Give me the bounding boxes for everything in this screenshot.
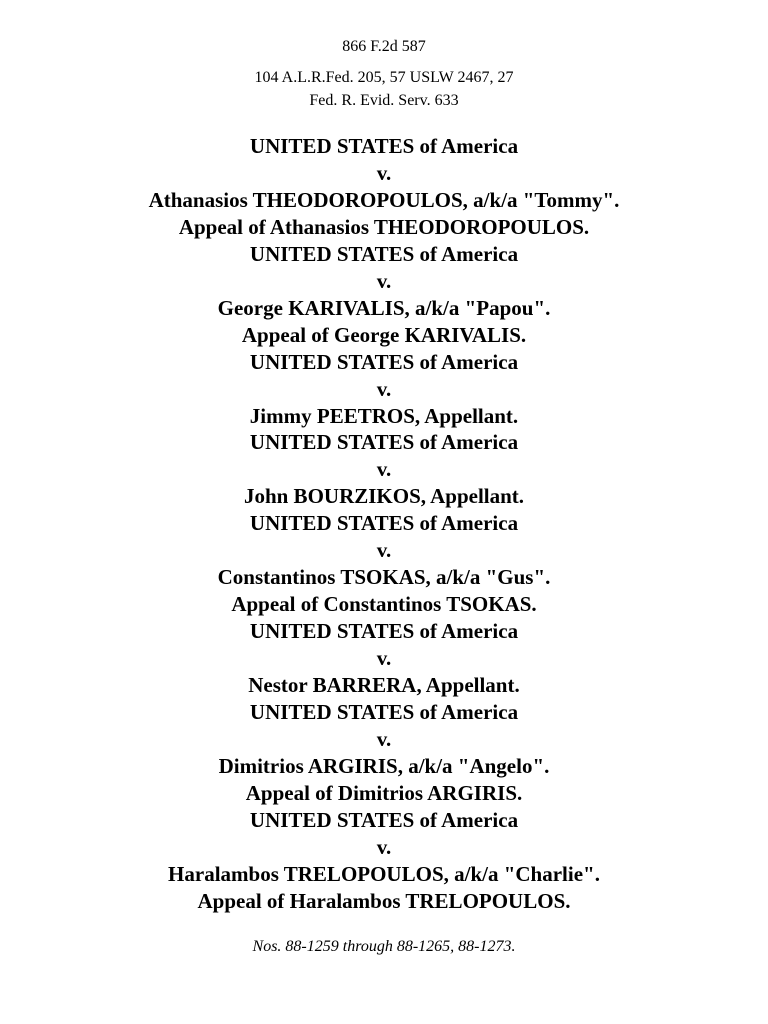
caption-line: Appeal of Constantinos TSOKAS. bbox=[231, 592, 537, 617]
caption-line: Appeal of Athanasios THEODOROPOULOS. bbox=[178, 214, 590, 239]
caption-line: Appeal of Haralambos TRELOPOULOS. bbox=[197, 888, 571, 913]
caption-line: George KARIVALIS, a/k/a "Papou". bbox=[217, 295, 551, 320]
docket-numbers: Nos. 88-1259 through 88-1265, 88-1273. bbox=[252, 938, 516, 955]
parallel-citation-line-2: Fed. R. Evid. Serv. 633 bbox=[309, 92, 459, 109]
caption-line: John BOURZIKOS, Appellant. bbox=[243, 484, 525, 509]
caption-line: v. bbox=[376, 646, 392, 671]
caption-line: UNITED STATES of America bbox=[249, 807, 519, 832]
caption-line: v. bbox=[376, 726, 392, 751]
caption-line: v. bbox=[376, 834, 392, 859]
caption-line: Nestor BARRERA, Appellant. bbox=[248, 673, 520, 698]
caption-line: v. bbox=[376, 376, 392, 401]
caption-line: UNITED STATES of America bbox=[249, 619, 519, 644]
parallel-citation-line-1: 104 A.L.R.Fed. 205, 57 USLW 2467, 27 bbox=[254, 69, 514, 86]
caption-line: UNITED STATES of America bbox=[249, 349, 519, 374]
caption-line: v. bbox=[376, 268, 392, 293]
caption-line: v. bbox=[376, 538, 392, 563]
caption-line: UNITED STATES of America bbox=[249, 134, 519, 158]
caption-line: Appeal of Dimitrios ARGIRIS. bbox=[245, 780, 523, 805]
caption-line: UNITED STATES of America bbox=[249, 511, 519, 536]
caption-line: Haralambos TRELOPOULOS, a/k/a "Charlie". bbox=[168, 861, 600, 886]
caption-line: Constantinos TSOKAS, a/k/a "Gus". bbox=[217, 565, 551, 590]
caption-line: UNITED STATES of America bbox=[249, 430, 519, 455]
parallel-citations bbox=[0, 66, 768, 112]
caption-line: v. bbox=[376, 160, 392, 185]
caption-line: UNITED STATES of America bbox=[249, 700, 519, 725]
reporter-citation: 866 F.2d 587 bbox=[342, 38, 426, 55]
caption-line: UNITED STATES of America bbox=[249, 241, 519, 266]
caption-line: Jimmy PEETROS, Appellant. bbox=[249, 403, 519, 428]
case-caption bbox=[0, 133, 768, 915]
caption-line: v. bbox=[376, 457, 392, 482]
caption-line: Athanasios THEODOROPOULOS, a/k/a "Tommy". bbox=[148, 187, 620, 212]
caption-line: Appeal of George KARIVALIS. bbox=[241, 322, 527, 347]
caption-line: Dimitrios ARGIRIS, a/k/a "Angelo". bbox=[218, 753, 550, 778]
